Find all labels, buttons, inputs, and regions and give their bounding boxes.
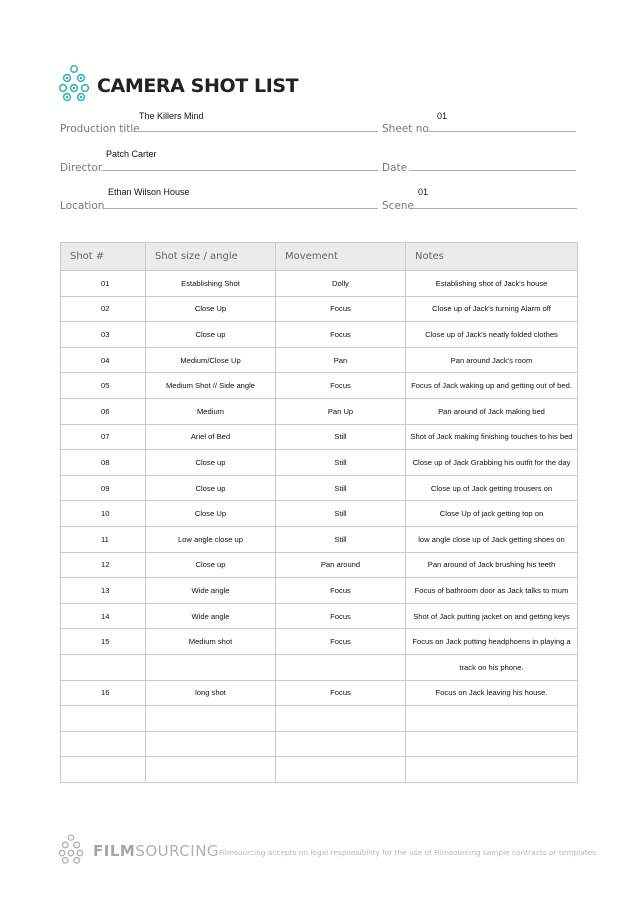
shot-number-cell[interactable]: 05 bbox=[61, 373, 146, 399]
movement-cell[interactable]: Dolly bbox=[276, 271, 406, 297]
table-row bbox=[61, 552, 578, 578]
shot-number-cell[interactable]: 11 bbox=[61, 526, 146, 552]
table-row bbox=[61, 654, 578, 680]
movement-cell[interactable]: Focus bbox=[276, 322, 406, 348]
date-label: Date bbox=[382, 162, 408, 174]
notes-cell[interactable]: track on his phone. bbox=[406, 654, 578, 680]
table-row bbox=[61, 347, 578, 373]
table-row bbox=[61, 680, 578, 706]
notes-cell[interactable]: low angle close up of Jack getting shoes on bbox=[406, 526, 578, 552]
location-label: Location bbox=[60, 200, 105, 212]
shot-number-cell[interactable] bbox=[61, 731, 146, 757]
shot-number-cell[interactable]: 09 bbox=[61, 475, 146, 501]
notes-cell[interactable]: Close Up of jack getting top on bbox=[406, 501, 578, 527]
sheet-no-label: Sheet no. bbox=[382, 123, 432, 135]
movement-cell[interactable] bbox=[276, 757, 406, 783]
notes-cell[interactable]: Focus of bathroom door as Jack talks to mum bbox=[406, 578, 578, 604]
table-row bbox=[61, 424, 578, 450]
shot-number-cell[interactable]: 04 bbox=[61, 347, 146, 373]
shot-number-cell[interactable]: 10 bbox=[61, 501, 146, 527]
movement-cell[interactable]: Pan bbox=[276, 347, 406, 373]
movement-cell[interactable]: Pan Up bbox=[276, 398, 406, 424]
footer-brand-light: SOURCING bbox=[135, 842, 220, 860]
date-line bbox=[409, 170, 576, 171]
table-row bbox=[61, 578, 578, 604]
table-row bbox=[61, 450, 578, 476]
sheet-no-value[interactable]: 01 bbox=[437, 111, 448, 121]
movement-cell[interactable]: Focus bbox=[276, 603, 406, 629]
filmsourcing-logo-icon bbox=[58, 64, 90, 102]
table-row bbox=[61, 731, 578, 757]
notes-cell[interactable]: Shot of Jack making finishing touches to his bed bbox=[406, 424, 578, 450]
sheet-no-line bbox=[428, 131, 576, 132]
shot-size-cell[interactable]: long shot bbox=[146, 680, 276, 706]
movement-cell[interactable]: Focus bbox=[276, 578, 406, 604]
shot-number-cell[interactable] bbox=[61, 654, 146, 680]
shot-size-cell[interactable]: Low angle close up bbox=[146, 526, 276, 552]
shot-size-cell[interactable] bbox=[146, 731, 276, 757]
notes-cell[interactable]: Establishing shot of Jack's house bbox=[406, 271, 578, 297]
notes-cell[interactable]: Pan around Jack's room bbox=[406, 347, 578, 373]
shot-size-cell[interactable]: Close up bbox=[146, 475, 276, 501]
shot-size-cell[interactable]: Close Up bbox=[146, 296, 276, 322]
table-row bbox=[61, 322, 578, 348]
movement-cell[interactable]: Pan around bbox=[276, 552, 406, 578]
shot-number-cell[interactable]: 06 bbox=[61, 398, 146, 424]
table-row bbox=[61, 373, 578, 399]
column-header-shot-size-angle: Shot size / angle bbox=[146, 243, 276, 271]
shot-number-cell[interactable]: 16 bbox=[61, 680, 146, 706]
shot-number-cell[interactable]: 03 bbox=[61, 322, 146, 348]
table-header-row bbox=[61, 243, 578, 271]
movement-cell[interactable]: Still bbox=[276, 450, 406, 476]
shot-size-cell[interactable]: Medium/Close Up bbox=[146, 347, 276, 373]
column-header-shot-number: Shot # bbox=[61, 243, 146, 271]
director-value[interactable]: Patch Carter bbox=[106, 149, 157, 159]
movement-cell[interactable]: Focus bbox=[276, 629, 406, 655]
page-title: CAMERA SHOT LIST bbox=[97, 75, 299, 97]
shot-number-cell[interactable]: 02 bbox=[61, 296, 146, 322]
table-row bbox=[61, 271, 578, 297]
table-row bbox=[61, 475, 578, 501]
shot-number-cell[interactable] bbox=[61, 757, 146, 783]
shot-size-cell[interactable]: Close up bbox=[146, 322, 276, 348]
shot-list-body bbox=[61, 271, 578, 783]
location-line bbox=[103, 208, 378, 209]
movement-cell[interactable]: Focus bbox=[276, 680, 406, 706]
scene-label: Scene bbox=[382, 200, 415, 212]
shot-size-cell[interactable]: Wide angle bbox=[146, 578, 276, 604]
shot-size-cell[interactable] bbox=[146, 654, 276, 680]
movement-cell[interactable]: Still bbox=[276, 475, 406, 501]
shot-list-table bbox=[60, 242, 578, 783]
filmsourcing-footer-logo-icon bbox=[58, 832, 84, 866]
location-value[interactable]: Ethan Wilson House bbox=[108, 187, 190, 197]
shot-number-cell[interactable]: 01 bbox=[61, 271, 146, 297]
production-title-label: Production title bbox=[60, 123, 140, 135]
shot-number-cell[interactable] bbox=[61, 706, 146, 732]
notes-cell[interactable]: Shot of Jack putting jacket on and getting keys bbox=[406, 603, 578, 629]
shot-number-cell[interactable]: 13 bbox=[61, 578, 146, 604]
table-row bbox=[61, 629, 578, 655]
movement-cell[interactable] bbox=[276, 706, 406, 732]
column-header-notes: Notes bbox=[406, 243, 578, 271]
shot-size-cell[interactable]: Close up bbox=[146, 450, 276, 476]
movement-cell[interactable]: Still bbox=[276, 501, 406, 527]
notes-cell[interactable]: Focus on Jack leaving his house. bbox=[406, 680, 578, 706]
notes-cell[interactable]: Focus on Jack putting headphoens in playing a bbox=[406, 629, 578, 655]
shot-size-cell[interactable] bbox=[146, 757, 276, 783]
shot-size-cell[interactable]: Close Up bbox=[146, 501, 276, 527]
shot-size-cell[interactable]: Medium bbox=[146, 398, 276, 424]
notes-cell[interactable] bbox=[406, 706, 578, 732]
movement-cell[interactable]: Focus bbox=[276, 296, 406, 322]
shot-size-cell[interactable]: Establishing Shot bbox=[146, 271, 276, 297]
notes-cell[interactable] bbox=[406, 731, 578, 757]
movement-cell[interactable] bbox=[276, 731, 406, 757]
shot-number-cell[interactable]: 15 bbox=[61, 629, 146, 655]
notes-cell[interactable]: Close up of Jack's neatly folded clothes bbox=[406, 322, 578, 348]
shot-size-cell[interactable]: Medium Shot // Side angle bbox=[146, 373, 276, 399]
notes-cell[interactable] bbox=[406, 757, 578, 783]
notes-cell[interactable]: Pan around of Jack making bed bbox=[406, 398, 578, 424]
movement-cell[interactable]: Still bbox=[276, 424, 406, 450]
shot-size-cell[interactable]: Wide angle bbox=[146, 603, 276, 629]
shot-number-cell[interactable]: 14 bbox=[61, 603, 146, 629]
production-title-value[interactable]: The Killers Mind bbox=[139, 111, 204, 121]
footer-brand-bold: FILM bbox=[93, 842, 136, 860]
table-row bbox=[61, 501, 578, 527]
scene-line bbox=[413, 208, 577, 209]
notes-cell[interactable]: Pan around of Jack brushing his teeth bbox=[406, 552, 578, 578]
notes-cell[interactable]: Close up of Jack Grabbing his outfit for the day bbox=[406, 450, 578, 476]
director-label: Director bbox=[60, 162, 103, 174]
movement-cell[interactable]: Focus bbox=[276, 373, 406, 399]
shot-size-cell[interactable]: Close up bbox=[146, 552, 276, 578]
column-header-movement: Movement bbox=[276, 243, 406, 271]
table-row bbox=[61, 757, 578, 783]
scene-value[interactable]: 01 bbox=[418, 187, 429, 197]
notes-cell[interactable]: Focus of Jack waking up and getting out of bed. bbox=[406, 373, 578, 399]
table-row bbox=[61, 398, 578, 424]
table-row bbox=[61, 526, 578, 552]
notes-cell[interactable]: Close up of Jack's turning Alarm off bbox=[406, 296, 578, 322]
footer-brand bbox=[93, 842, 219, 860]
shot-size-cell[interactable]: Medium shot bbox=[146, 629, 276, 655]
footer-disclaimer: Filmsourcing accepts no legal responsibility for the use of Filmsourcing sample contracts or templates. bbox=[219, 848, 599, 857]
notes-cell[interactable]: Close up of Jack getting trousers on bbox=[406, 475, 578, 501]
shot-size-cell[interactable]: Ariel of Bed bbox=[146, 424, 276, 450]
table-row bbox=[61, 296, 578, 322]
movement-cell[interactable] bbox=[276, 654, 406, 680]
table-row bbox=[61, 603, 578, 629]
movement-cell[interactable]: Still bbox=[276, 526, 406, 552]
shot-number-cell[interactable]: 07 bbox=[61, 424, 146, 450]
shot-number-cell[interactable]: 08 bbox=[61, 450, 146, 476]
shot-size-cell[interactable] bbox=[146, 706, 276, 732]
shot-number-cell[interactable]: 12 bbox=[61, 552, 146, 578]
table-row bbox=[61, 706, 578, 732]
director-line bbox=[102, 170, 378, 171]
production-title-line bbox=[133, 131, 378, 132]
